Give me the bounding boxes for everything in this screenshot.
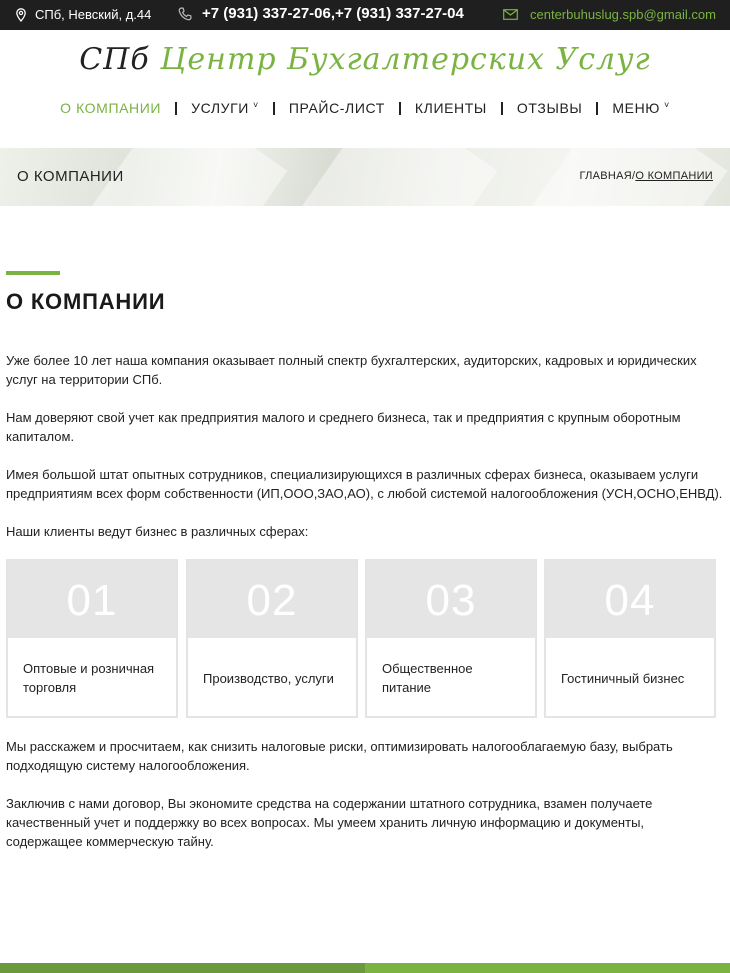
nav-item-clients[interactable] bbox=[401, 100, 501, 116]
breadcrumb-current[interactable]: О КОМПАНИИ bbox=[635, 170, 713, 182]
chevron-down-icon: ˅ bbox=[664, 100, 670, 110]
nav-item-label: ОТЗЫВЫ bbox=[516, 100, 583, 116]
nav-item-label: УСЛУГИ bbox=[191, 100, 249, 116]
business-area-card bbox=[6, 559, 178, 718]
card-number: 02 bbox=[188, 561, 356, 638]
logo-part-name: Центр Бухгалтерских Услуг bbox=[160, 42, 651, 77]
chevron-down-icon: ˅ bbox=[252, 100, 259, 110]
location-pin-icon bbox=[16, 8, 26, 22]
card-number: 01 bbox=[8, 561, 176, 638]
address-text: СПб, Невский, д.44 bbox=[35, 7, 152, 22]
email-block[interactable] bbox=[503, 7, 716, 22]
envelope-icon bbox=[503, 9, 518, 20]
closing-paragraph: Заключив с нами договор, Вы экономите средства на содержании штатного сотрудника, взамен получаете качественный учет и поддержку во всех вопросах. Мы умеем хранить личную информацию и документы, содержащее коммерческую тайну. bbox=[6, 796, 653, 849]
nav-item-reviews[interactable] bbox=[503, 100, 596, 116]
nav-item-label: МЕНЮ bbox=[612, 100, 661, 116]
banner-title: О КОМПАНИИ bbox=[17, 168, 124, 185]
intro-paragraph: Наши клиенты ведут бизнес в различных сферах: bbox=[6, 524, 309, 539]
business-area-card bbox=[365, 559, 537, 718]
address-block bbox=[16, 7, 151, 22]
card-text: Оптовые и розничная торговля bbox=[23, 661, 155, 695]
nav-item-label: ПРАЙС-ЛИСТ bbox=[288, 100, 385, 116]
closing-paragraph: Мы расскажем и просчитаем, как снизить налоговые риски, оптимизировать налогооблагаемую базу, выбрать подходящую систему налогообложения. bbox=[6, 739, 673, 773]
intro-paragraph: Уже более 10 лет наша компания оказывает полный спектр бухгалтерских, аудиторских, кадровых и юридических услуг на территории СПб. bbox=[6, 353, 697, 387]
card-number: 03 bbox=[367, 561, 535, 638]
nav-item-pricelist[interactable] bbox=[275, 100, 399, 116]
business-areas bbox=[6, 559, 718, 718]
nav-item-about[interactable] bbox=[46, 100, 175, 116]
card-text: Общественное питание bbox=[382, 661, 473, 695]
top-bar bbox=[0, 0, 730, 30]
nav-item-label: КЛИЕНТЫ bbox=[414, 100, 487, 116]
card-number: 04 bbox=[546, 561, 714, 638]
page-banner bbox=[0, 148, 730, 206]
nav-item-label: О КОМПАНИИ bbox=[60, 100, 162, 116]
card-text: Производство, услуги bbox=[203, 670, 334, 686]
business-area-card bbox=[544, 559, 716, 718]
footer-bar bbox=[0, 963, 730, 973]
breadcrumb-home[interactable]: ГЛАВНАЯ bbox=[579, 170, 633, 182]
banner-decoration bbox=[303, 148, 498, 206]
phone-text[interactable]: +7 (931) 337-27-06,+7 (931) 337-27-04 bbox=[202, 5, 464, 22]
card-text: Гостиничный бизнес bbox=[561, 670, 685, 686]
intro-paragraph: Имея большой штат опытных сотрудников, специализирующихся в различных сферах бизнеса, оказываем услуги предприятиям всех форм собственности (ИП,ООО,ЗАО,АО), с любой системой налогообложения (УСН,ОСНО,ЕНВД). bbox=[6, 467, 723, 501]
breadcrumb bbox=[579, 170, 713, 182]
heading-accent-line bbox=[6, 271, 60, 275]
email-text[interactable]: centerbuhuslug.spb@gmail.com bbox=[530, 7, 716, 22]
logo-part-city: СПб bbox=[79, 42, 150, 77]
page-title: О КОМПАНИИ bbox=[6, 289, 166, 314]
business-area-card bbox=[186, 559, 358, 718]
breadcrumb-separator: / bbox=[632, 170, 636, 182]
nav-item-services[interactable] bbox=[177, 100, 273, 116]
phone-icon bbox=[178, 7, 192, 21]
intro-paragraph: Нам доверяют свой учет как предприятия малого и среднего бизнеса, так и предприятия с крупным оборотным капиталом. bbox=[6, 410, 681, 444]
nav-item-menu[interactable] bbox=[598, 100, 684, 116]
main-nav bbox=[0, 100, 730, 116]
footer-bar-segment bbox=[365, 963, 730, 973]
phone-block[interactable] bbox=[178, 5, 464, 22]
site-logo[interactable] bbox=[0, 42, 730, 77]
